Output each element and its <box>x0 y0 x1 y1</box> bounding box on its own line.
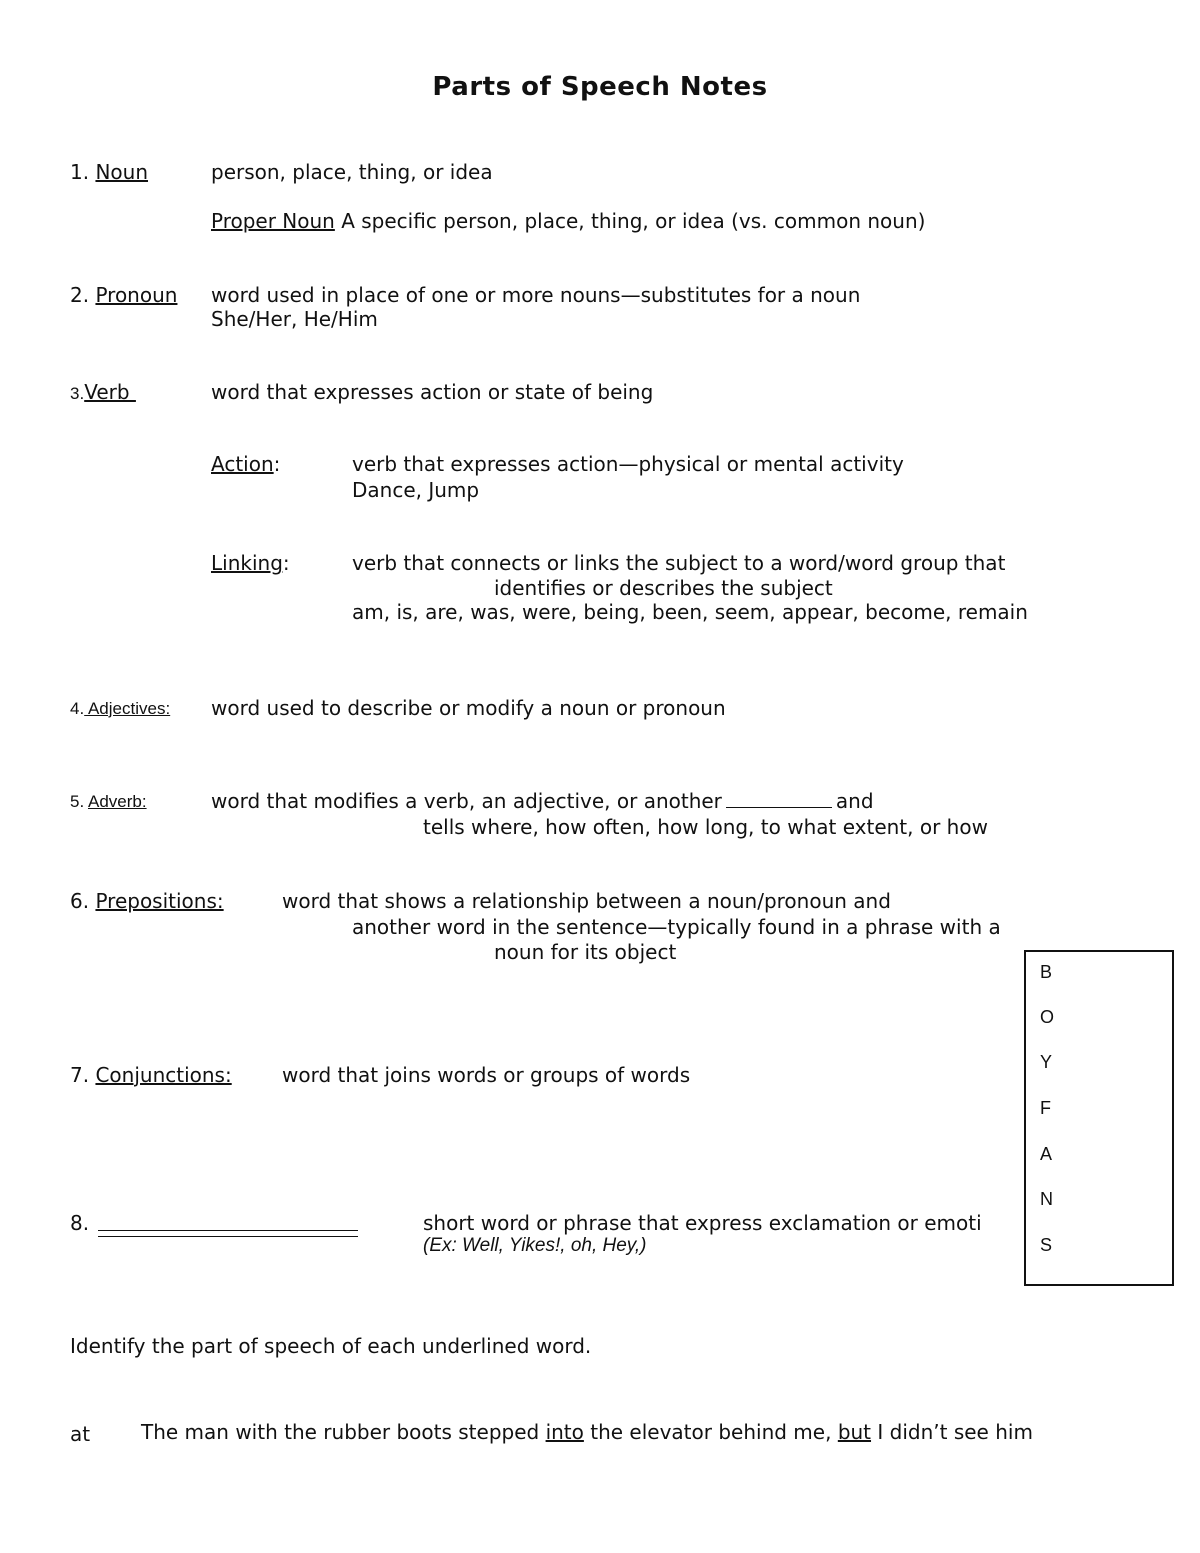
adjective-term: Adjectives: <box>84 699 171 718</box>
adverb-term: Adverb: <box>87 792 147 811</box>
preposition-definition-3: noun for its object <box>494 940 677 964</box>
item-number: 1. <box>70 160 90 184</box>
preposition-definition-2: another word in the sentence—typically found in a phrase with a <box>352 915 1001 939</box>
linking-label <box>211 551 290 575</box>
pronoun-example: She/Her, He/Him <box>211 307 378 331</box>
proper-noun-term: Proper Noun <box>211 209 335 233</box>
item-number: 2. <box>70 283 90 307</box>
interjection-example: (Ex: Well, Yikes!, oh, Hey,) <box>423 1235 647 1256</box>
adverb-definition-1 <box>211 789 874 813</box>
preposition-term: Prepositions: <box>95 889 224 913</box>
action-definition: verb that expresses action—physical or mental activity <box>352 452 904 476</box>
linking-definition-2: identifies or describes the subject <box>494 576 833 600</box>
sentence-part: the elevator behind me, <box>583 1420 838 1444</box>
exercise-sentence-continued: at <box>70 1422 91 1446</box>
linking-term: Linking <box>211 551 283 575</box>
adjective-definition: word used to describe or modify a noun or pronoun <box>211 696 726 720</box>
action-colon: : <box>273 452 281 476</box>
adjective-heading <box>70 699 170 719</box>
interjection-blank <box>98 1230 358 1237</box>
item-number: 7. <box>70 1063 90 1087</box>
interjection-definition: short word or phrase that express exclamation or emoti <box>423 1211 982 1235</box>
action-label <box>211 452 280 476</box>
interjection-number: 8. <box>70 1211 90 1235</box>
conjunction-term: Conjunctions: <box>95 1063 232 1087</box>
proper-noun-line <box>211 209 925 233</box>
verb-definition: word that expresses action or state of being <box>211 380 654 404</box>
fanboys-letter: F <box>1040 1098 1051 1118</box>
pronoun-heading <box>70 283 177 307</box>
item-number: 6. <box>70 889 90 913</box>
pronoun-definition: word used in place of one or more nouns—substitutes for a noun <box>211 283 861 307</box>
sentence-part: I didn’t see him <box>871 1420 1033 1444</box>
verb-term: Verb <box>84 380 136 404</box>
linking-example: am, is, are, was, were, being, been, seem, appear, become, remain <box>352 600 1028 624</box>
adverb-definition-2: tells where, how often, how long, to what extent, or how <box>423 815 988 839</box>
noun-term: Noun <box>95 160 149 184</box>
underlined-word: but <box>837 1420 872 1444</box>
pronoun-term: Pronoun <box>95 283 178 307</box>
exercise-sentence <box>141 1396 1033 1444</box>
linking-definition-1: verb that connects or links the subject to a word/word group that <box>352 551 1006 575</box>
fanboys-letter: Y <box>1040 1052 1053 1072</box>
action-term: Action <box>211 452 274 476</box>
item-number: 5. <box>70 792 85 811</box>
verb-heading <box>70 380 136 404</box>
fanboys-letter: A <box>1040 1144 1053 1164</box>
page-title: Parts of Speech Notes <box>432 72 768 102</box>
proper-noun-definition: A specific person, place, thing, or idea (vs. common noun) <box>341 209 926 233</box>
noun-heading <box>70 160 148 184</box>
linking-colon: : <box>282 551 290 575</box>
exercise-instruction: Identify the part of speech of each underlined word. <box>70 1334 592 1358</box>
noun-definition: person, place, thing, or idea <box>211 160 493 184</box>
action-example: Dance, Jump <box>352 478 480 502</box>
adverb-def-before: word that modifies a verb, an adjective, or another <box>211 789 722 813</box>
sentence-part: The man with the rubber boots stepped <box>141 1420 546 1444</box>
item-number: 3. <box>70 384 85 403</box>
adverb-heading <box>70 792 147 812</box>
fanboys-letter: N <box>1040 1189 1053 1209</box>
item-number: 4. <box>70 699 85 718</box>
underlined-word: into <box>545 1420 584 1444</box>
fill-in-blank <box>726 789 832 808</box>
conjunction-heading <box>70 1063 232 1087</box>
adverb-def-after: and <box>835 789 874 813</box>
preposition-definition-1: word that shows a relationship between a noun/pronoun and <box>282 889 891 913</box>
preposition-heading <box>70 889 224 913</box>
fanboys-letter: S <box>1040 1235 1053 1255</box>
fanboys-letter: B <box>1040 962 1053 982</box>
conjunction-definition: word that joins words or groups of words <box>282 1063 691 1087</box>
fanboys-letter: O <box>1040 1007 1055 1027</box>
